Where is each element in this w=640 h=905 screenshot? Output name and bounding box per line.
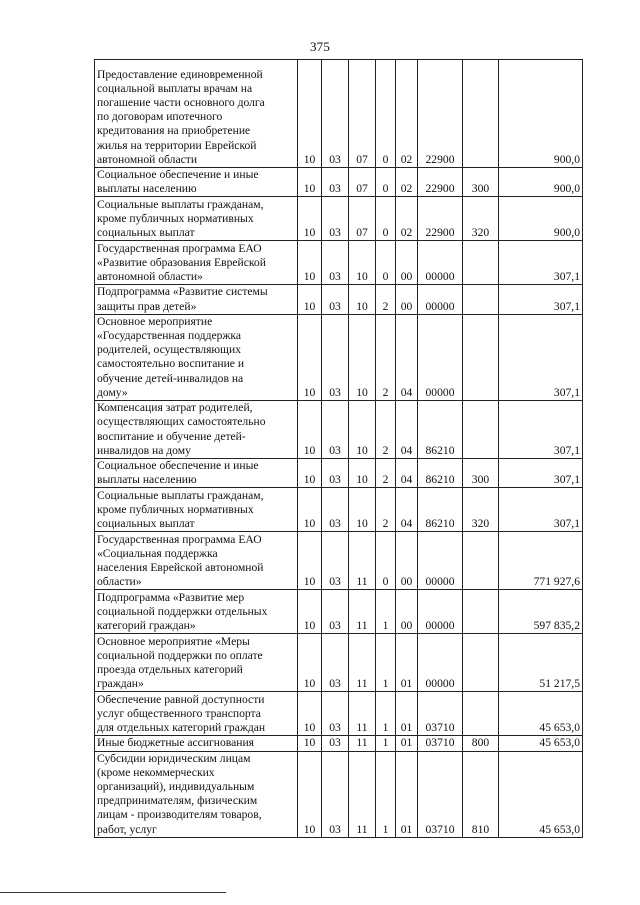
code-direction: 00000	[418, 634, 463, 692]
code-subsection: 03	[322, 241, 349, 285]
row-amount: 307,1	[499, 314, 583, 400]
budget-table	[94, 59, 583, 838]
code-subsection: 03	[322, 692, 349, 736]
table-row	[95, 692, 583, 736]
code-direction: 22900	[418, 168, 463, 197]
code-expense-type	[463, 401, 499, 459]
code-expense-type	[463, 285, 499, 314]
code-section: 10	[298, 285, 322, 314]
row-description: Основное мероприятие «Государственная поддержка родителей, осуществляющих самостоятельно воспитание и обучение детей-инвалидов на дому»	[95, 314, 298, 400]
code-subprogram: 1	[376, 692, 396, 736]
code-direction: 00000	[418, 590, 463, 634]
code-section: 10	[298, 197, 322, 241]
code-program: 10	[349, 401, 376, 459]
code-activity: 00	[396, 241, 418, 285]
code-activity: 00	[396, 590, 418, 634]
code-activity: 01	[396, 736, 418, 751]
code-program: 11	[349, 751, 376, 837]
code-section: 10	[298, 60, 322, 168]
code-direction: 00000	[418, 532, 463, 590]
row-description: Обеспечение равной доступности услуг общественного транспорта для отдельных категорий граждан	[95, 692, 298, 736]
code-expense-type: 800	[463, 736, 499, 751]
code-subsection: 03	[322, 168, 349, 197]
code-direction: 03710	[418, 692, 463, 736]
code-program: 11	[349, 590, 376, 634]
code-section: 10	[298, 314, 322, 400]
table-row	[95, 751, 583, 837]
row-amount: 45 653,0	[499, 736, 583, 751]
code-expense-type	[463, 692, 499, 736]
code-program: 10	[349, 285, 376, 314]
code-subprogram: 2	[376, 314, 396, 400]
row-amount: 900,0	[499, 60, 583, 168]
code-direction: 86210	[418, 488, 463, 532]
code-section: 10	[298, 532, 322, 590]
table-row	[95, 401, 583, 459]
code-direction: 22900	[418, 197, 463, 241]
code-expense-type	[463, 590, 499, 634]
row-description: Социальное обеспечение и иные выплаты населению	[95, 168, 298, 197]
code-subsection: 03	[322, 736, 349, 751]
code-subsection: 03	[322, 401, 349, 459]
code-subsection: 03	[322, 459, 349, 488]
code-subprogram: 2	[376, 401, 396, 459]
code-subprogram: 1	[376, 634, 396, 692]
code-activity: 02	[396, 168, 418, 197]
code-activity: 04	[396, 459, 418, 488]
footer-rule	[0, 892, 226, 893]
row-amount: 307,1	[499, 285, 583, 314]
code-program: 11	[349, 736, 376, 751]
code-section: 10	[298, 634, 322, 692]
row-amount: 900,0	[499, 168, 583, 197]
row-amount: 45 653,0	[499, 692, 583, 736]
code-subprogram: 0	[376, 168, 396, 197]
code-activity: 00	[396, 285, 418, 314]
table-row	[95, 459, 583, 488]
code-activity: 01	[396, 634, 418, 692]
row-description: Субсидии юридическим лицам (кроме некоммерческих организаций), индивидуальным предпринимателям, физическим лицам - производителям товаров, работ, услуг	[95, 751, 298, 837]
row-amount: 307,1	[499, 459, 583, 488]
table-row	[95, 314, 583, 400]
row-description: Основное мероприятие «Меры социальной поддержки по оплате проезда отдельных категорий граждан»	[95, 634, 298, 692]
code-expense-type: 810	[463, 751, 499, 837]
table-row	[95, 241, 583, 285]
code-direction: 00000	[418, 314, 463, 400]
code-expense-type: 320	[463, 488, 499, 532]
code-subprogram: 0	[376, 532, 396, 590]
table-row	[95, 60, 583, 168]
code-program: 11	[349, 532, 376, 590]
row-description: Государственная программа ЕАО «Развитие образования Еврейской автономной области»	[95, 241, 298, 285]
code-subsection: 03	[322, 197, 349, 241]
code-subprogram: 1	[376, 590, 396, 634]
row-amount: 307,1	[499, 241, 583, 285]
code-subprogram: 1	[376, 751, 396, 837]
code-subprogram: 0	[376, 241, 396, 285]
code-expense-type	[463, 241, 499, 285]
code-program: 07	[349, 197, 376, 241]
row-description: Компенсация затрат родителей, осуществляющих самостоятельно воспитание и обучение детей- инвалидов на дому	[95, 401, 298, 459]
row-description: Социальные выплаты гражданам, кроме публичных нормативных социальных выплат	[95, 488, 298, 532]
code-subsection: 03	[322, 60, 349, 168]
row-description: Подпрограмма «Развитие мер социальной поддержки отдельных категорий граждан»	[95, 590, 298, 634]
code-subprogram: 2	[376, 285, 396, 314]
row-amount: 51 217,5	[499, 634, 583, 692]
row-amount: 771 927,6	[499, 532, 583, 590]
code-direction: 03710	[418, 736, 463, 751]
row-amount: 307,1	[499, 488, 583, 532]
code-program: 07	[349, 168, 376, 197]
code-direction: 86210	[418, 459, 463, 488]
table-row	[95, 736, 583, 751]
page-number: 375	[309, 39, 331, 54]
table-row	[95, 488, 583, 532]
code-section: 10	[298, 401, 322, 459]
code-expense-type	[463, 60, 499, 168]
code-subsection: 03	[322, 590, 349, 634]
code-expense-type	[463, 634, 499, 692]
code-activity: 01	[396, 751, 418, 837]
row-description: Подпрограмма «Развитие системы защиты прав детей»	[95, 285, 298, 314]
code-program: 10	[349, 488, 376, 532]
table-row	[95, 590, 583, 634]
code-program: 10	[349, 459, 376, 488]
code-subsection: 03	[322, 314, 349, 400]
code-direction: 86210	[418, 401, 463, 459]
code-subsection: 03	[322, 634, 349, 692]
row-amount: 900,0	[499, 197, 583, 241]
code-activity: 04	[396, 488, 418, 532]
code-section: 10	[298, 590, 322, 634]
row-amount: 597 835,2	[499, 590, 583, 634]
code-program: 11	[349, 692, 376, 736]
row-description: Социальное обеспечение и иные выплаты населению	[95, 459, 298, 488]
code-program: 10	[349, 314, 376, 400]
code-subsection: 03	[322, 488, 349, 532]
code-subsection: 03	[322, 532, 349, 590]
code-program: 07	[349, 60, 376, 168]
table-row	[95, 168, 583, 197]
code-subprogram: 2	[376, 488, 396, 532]
code-expense-type: 300	[463, 168, 499, 197]
table-row	[95, 532, 583, 590]
code-activity: 01	[396, 692, 418, 736]
code-section: 10	[298, 459, 322, 488]
row-description: Социальные выплаты гражданам, кроме публичных нормативных социальных выплат	[95, 197, 298, 241]
row-description: Иные бюджетные ассигнования	[95, 736, 298, 751]
code-activity: 04	[396, 401, 418, 459]
code-section: 10	[298, 241, 322, 285]
row-description: Предоставление единовременной социальной выплаты врачам на погашение части основного долга по договорам ипотечного кредитования на приобретение жилья на территории Еврейской автономной области	[95, 60, 298, 168]
code-direction: 00000	[418, 241, 463, 285]
code-section: 10	[298, 168, 322, 197]
code-section: 10	[298, 751, 322, 837]
table-row	[95, 285, 583, 314]
code-section: 10	[298, 692, 322, 736]
code-activity: 04	[396, 314, 418, 400]
code-expense-type: 300	[463, 459, 499, 488]
code-activity: 00	[396, 532, 418, 590]
row-amount: 45 653,0	[499, 751, 583, 837]
code-expense-type	[463, 314, 499, 400]
code-program: 10	[349, 241, 376, 285]
table-row	[95, 634, 583, 692]
code-activity: 02	[396, 60, 418, 168]
code-direction: 03710	[418, 751, 463, 837]
code-subprogram: 0	[376, 60, 396, 168]
code-subsection: 03	[322, 285, 349, 314]
row-description: Государственная программа ЕАО «Социальная поддержка населения Еврейской автономной области»	[95, 532, 298, 590]
code-direction: 00000	[418, 285, 463, 314]
code-expense-type	[463, 532, 499, 590]
row-amount: 307,1	[499, 401, 583, 459]
code-program: 11	[349, 634, 376, 692]
table-row	[95, 197, 583, 241]
code-subsection: 03	[322, 751, 349, 837]
code-section: 10	[298, 736, 322, 751]
code-subprogram: 0	[376, 197, 396, 241]
code-section: 10	[298, 488, 322, 532]
code-direction: 22900	[418, 60, 463, 168]
code-activity: 02	[396, 197, 418, 241]
code-subprogram: 2	[376, 459, 396, 488]
code-expense-type: 320	[463, 197, 499, 241]
code-subprogram: 1	[376, 736, 396, 751]
